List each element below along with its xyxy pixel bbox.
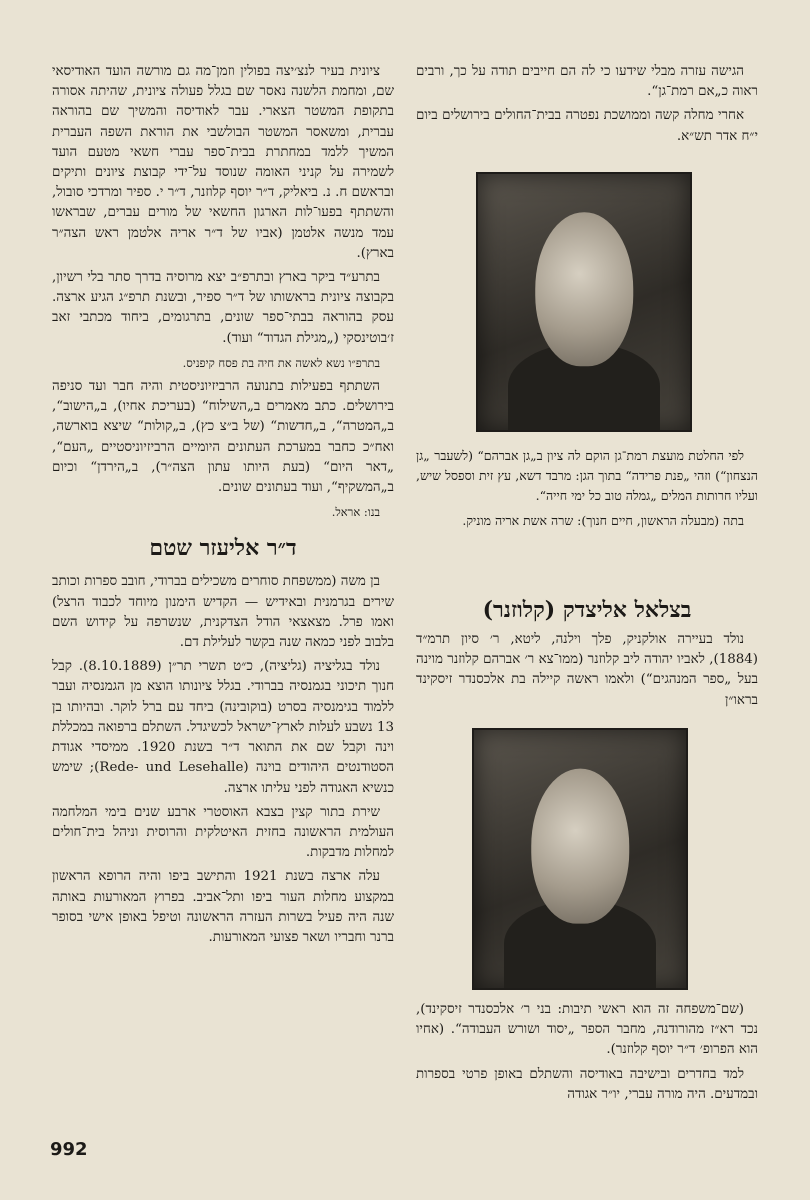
paragraph: ציונית בעיר לנצ׳יצה בפולין וזמן־מה גם מורשה הועד האודיסאי שם, ומחמת הלשנה נאסר שם בגלל פעולה ציונית, שהיתה אסורה בתקופת המשטר הצארי. עבר לאודיסה והמשיך שם בהוראה עברית, ומשאסר המשטר הבולשבי את הוראת השפה העברית המשיך ללמד במחתרת בבית־ספר עברי חשאי מטעם הועד לשמירה על קניני האומה שנוסד על־ידי קבוצת ציונים ותיקים ובראשם ח. נ. ביאליק, ד״ר יוסף קלוזנר, ד״ר י. ספיר ומרדכי סובול, והשתתף בפעו־לות הארגון החשאי של מורים עברים, שבראשו עמד מנשה אלטמן (אביו של ד״ר אריה אלטמן ראש הצה״ר בארץ). <box>52 64 394 261</box>
section-heading: ד״ר אליעזר שטם <box>149 535 297 562</box>
photo-caption-block <box>416 446 758 535</box>
paragraph: (שם־משפחה זה הוא ראשי תיבות: בני ר׳ אלכסנדר זיסקינד), נכד רא״ז מהורודנה, מחבר הספר „יסוד ושורש העבודה“. (אחיו הוא הפרופ׳ ד״ר יוסף קלוזנר). <box>416 1002 758 1058</box>
paragraph: בן משה (ממשפחת סוחרים משכילים בברודי, חובב ספרות וכותב שירים בגרמנית ובאידיש — הקדיש הימנון מיוחד לכבוד הרצל) ואמו פרל. מצאצאי הודל הצדקנית, שנשרפה על קידוש השם בלבוב לפני כמאה שנה בקשר לעלילת דם. <box>52 574 394 651</box>
caption-paragraph: בתה (מבעלה הראשון, חיים חנוך): שרה אשת אריה מוניק. <box>462 512 744 528</box>
paragraph: בנו: אראל. <box>331 505 380 520</box>
page-number: 992 <box>50 1139 88 1160</box>
section-heading: בצלאל אליצדק (קלוזנר) <box>482 597 692 623</box>
bio-intro <box>416 630 758 711</box>
caption-paragraph: לפי החלטת מועצת רמת־גן הוקם לה ציון ב„גן אברהם“ (לשעבר „גן הנצחון“) וזהי „פנת פרידה“ בתוך הגן: מרבד דשא, עץ זית וספסל שיש, ועליו חרותות המלים „גמלה טוב כל ימי חייה“. <box>416 448 758 504</box>
left-column <box>52 62 394 952</box>
photo-face <box>531 769 629 924</box>
paragraph: בתרפ״ו נשא לאשה את חיה בת פסח קיפניס. <box>182 355 380 370</box>
portrait-photo-man <box>472 728 688 990</box>
paragraph: למד בחדרים ובישיבה באודיסה והשתלם באופן פרטי בספרות ובמדעים. היה מורה עברי, יו״ר אגודה <box>416 1066 758 1102</box>
paragraph: הגישה עזרה מבלי שידעו כי לה הם חייבים תודה על כך, ורבים ראוה כ„אם רמת־גן“. <box>416 64 758 100</box>
portrait-photo-woman <box>476 172 692 432</box>
paragraph: השתתף בפעילות בתנועה הרביזיוניסטית והיה חבר ועד סניפה בירושלים. כתב מאמרים ב„השילוח“ (בעריכת אחיו), ב„הישוב“, ב„המטרה“, ב„חדשות“ (של ב״צ כץ), ב„קולות“ שיצא בוארשה, ואח״כ כחבר במערכת העתונים היומיים הרביזיוניסטיים „העם“, „דאר היום“ (בעת היותו עתון הצה״ר), ב„הירדן“ וכיום ב„המשקיף“, ועוד בעתונים שונים. <box>52 379 394 496</box>
paragraph: בתרע״ד ביקר בארץ ובתרפ״ב יצא מרוסיה בדרך סתר בלי רשיון, בקבוצה ציונית בראשותו של ד״ר ספיר, ובשנת תרפ״ג הגיע ארצה. עסק בהוראה בבתי־ספר שונים, בתרגומים, ביחוד מכתבי זאב ז׳בוטינסקי („מגילת הגדוד“ ועוד). <box>52 270 394 346</box>
paragraph: עלה ארצה בשנת 1921 והתישב ביפו והיה הרופא הראשון במקצוע מחלות העור ביפו ותל־אביב. בפרוץ המאורעות באותה שנה היה פעיל בשרות העזרה הראשונה וטיפל באופן אישי בסופר ברנר וחבריו ושאר פצועי המאורעות. <box>52 869 394 945</box>
paragraph: נולד בעיירה אולקניק, פלך וילנה, ליטא, ר׳ סיון תרמ״ד (1884), לאביו יהודה ליב קלוזנר (ממו־צא ר׳ אברהם קלוזנר מוינה בעל „ספר המנהגים“) ולאמו ראשה קיילה בת אלכסנדר זיסקינד בראו״ן <box>416 632 758 708</box>
right-column <box>416 62 758 151</box>
photo-face <box>535 212 633 366</box>
bio-continued <box>416 1000 758 1109</box>
paragraph: שירת בתור קצין בצבא האוסטרי ארבע שנים בימי המלחמה העולמית הראשונה בחזית האיטלקית והרוסית וניהל בית־חולים למחלות מדבקות. <box>52 804 394 861</box>
paragraph: נולד בגליציה (גליציה), כ״ט תשרי תר״ן (8.10.1889). קבל חנוך תיכוני בגמנסיה בברודי. בגלל ציונותו הוצא מן הגמנסיה ועבר ללמוד בגימנסיה בסרט (בוקובינה) ביחד עם ברל לוקר. ובהיותו בן 13 נשבע לעלות לארץ־ישראל לכשיגדל. השתלם ברפואה במכללת וינה וקבל שם את התואר ד״ר בשנת 1920. ממיסדי אגודת הסטודנטים היהודים בוינה (Rede- und Lesehalle); שימש כנשיא האגודה לפני עליתו ארצה. <box>52 659 395 796</box>
paragraph: אחרי מחלה קשה וממושכת נפטרה בבית־החולים בירושלים ביום י״ח אדר תש״א. <box>416 108 758 144</box>
